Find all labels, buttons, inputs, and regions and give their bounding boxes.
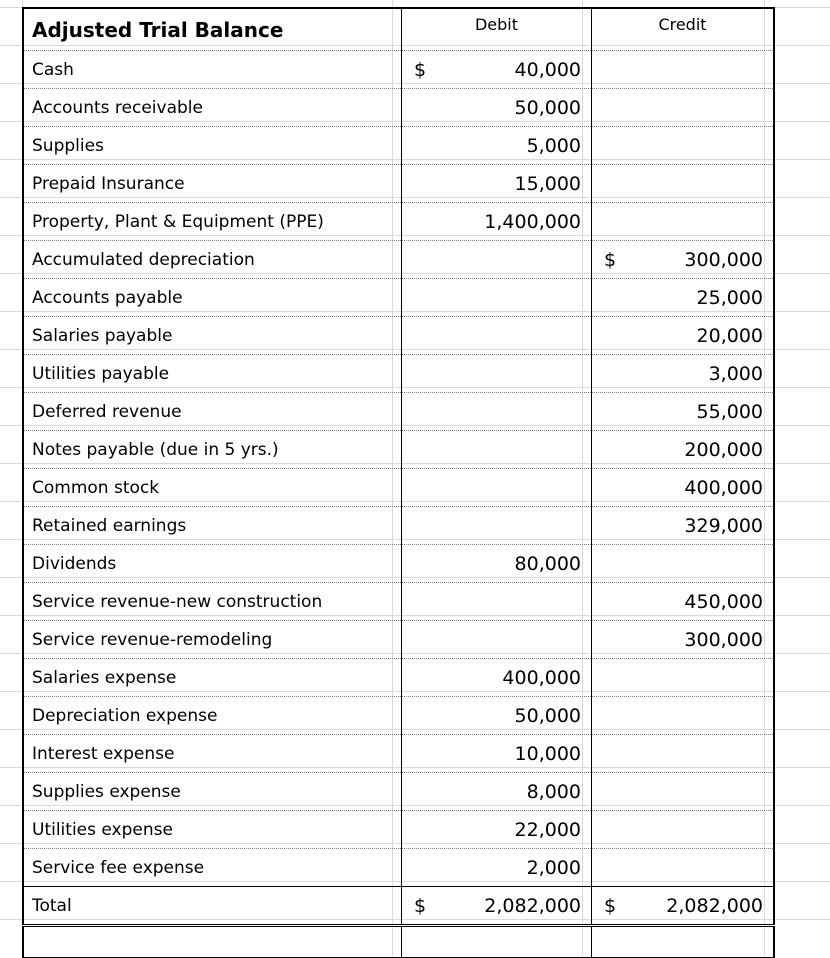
total-debit-cell[interactable] bbox=[402, 887, 592, 926]
amount: 450,000 bbox=[684, 590, 763, 613]
currency-symbol: $ bbox=[604, 894, 617, 917]
currency-symbol: $ bbox=[604, 248, 617, 271]
debit-cell[interactable] bbox=[402, 659, 592, 697]
credit-cell[interactable] bbox=[592, 507, 775, 545]
credit-cell[interactable] bbox=[592, 735, 775, 773]
credit-cell[interactable] bbox=[592, 203, 775, 241]
credit-cell[interactable] bbox=[592, 697, 775, 735]
amount: 55,000 bbox=[696, 400, 763, 423]
debit-cell[interactable] bbox=[402, 393, 592, 431]
amount: 15,000 bbox=[514, 172, 581, 195]
account-name-cell[interactable]: Dividends bbox=[23, 545, 402, 583]
amount: 50,000 bbox=[514, 704, 581, 727]
credit-cell[interactable] bbox=[592, 127, 775, 165]
credit-cell[interactable] bbox=[592, 355, 775, 393]
credit-cell[interactable] bbox=[592, 165, 775, 203]
debit-cell[interactable] bbox=[402, 697, 592, 735]
debit-cell[interactable] bbox=[402, 127, 592, 165]
debit-cell[interactable] bbox=[402, 849, 592, 887]
credit-cell[interactable] bbox=[592, 89, 775, 127]
account-name-cell[interactable]: Retained earnings bbox=[23, 507, 402, 545]
account-name-cell[interactable]: Depreciation expense bbox=[23, 697, 402, 735]
debit-cell[interactable] bbox=[402, 203, 592, 241]
table-row bbox=[23, 431, 774, 469]
debit-cell[interactable] bbox=[402, 317, 592, 355]
credit-cell[interactable] bbox=[592, 621, 775, 659]
debit-cell[interactable] bbox=[402, 51, 592, 89]
table-title[interactable]: Adjusted Trial Balance bbox=[23, 8, 402, 51]
amount: 2,082,000 bbox=[666, 894, 763, 917]
table-row bbox=[23, 697, 774, 735]
credit-cell[interactable] bbox=[592, 279, 775, 317]
table-row bbox=[23, 89, 774, 127]
debit-cell[interactable] bbox=[402, 545, 592, 583]
header-row bbox=[23, 8, 774, 51]
credit-cell[interactable] bbox=[592, 317, 775, 355]
trial-balance-table bbox=[22, 7, 775, 958]
table-row bbox=[23, 545, 774, 583]
account-name-cell[interactable]: Notes payable (due in 5 yrs.) bbox=[23, 431, 402, 469]
amount: 10,000 bbox=[514, 742, 581, 765]
account-name-cell[interactable]: Common stock bbox=[23, 469, 402, 507]
account-name-cell[interactable]: Utilities expense bbox=[23, 811, 402, 849]
account-name-cell[interactable]: Accumulated depreciation bbox=[23, 241, 402, 279]
table-row bbox=[23, 659, 774, 697]
table-row bbox=[23, 279, 774, 317]
account-name-cell[interactable]: Service fee expense bbox=[23, 849, 402, 887]
account-name-cell[interactable]: Accounts receivable bbox=[23, 89, 402, 127]
credit-cell[interactable] bbox=[592, 241, 775, 279]
amount: 8,000 bbox=[526, 780, 581, 803]
credit-cell[interactable] bbox=[592, 545, 775, 583]
amount: 2,000 bbox=[526, 856, 581, 879]
total-credit-cell[interactable] bbox=[592, 887, 775, 926]
amount: 3,000 bbox=[708, 362, 763, 385]
table-row bbox=[23, 621, 774, 659]
debit-cell[interactable] bbox=[402, 355, 592, 393]
empty-row bbox=[23, 926, 774, 958]
amount: 400,000 bbox=[502, 666, 581, 689]
credit-cell[interactable] bbox=[592, 849, 775, 887]
debit-cell[interactable] bbox=[402, 165, 592, 203]
debit-cell[interactable] bbox=[402, 507, 592, 545]
debit-cell[interactable] bbox=[402, 621, 592, 659]
amount: 1,400,000 bbox=[484, 210, 581, 233]
table-row bbox=[23, 849, 774, 887]
table-row bbox=[23, 203, 774, 241]
amount: 400,000 bbox=[684, 476, 763, 499]
table-row bbox=[23, 735, 774, 773]
credit-cell[interactable] bbox=[592, 659, 775, 697]
account-name-cell[interactable]: Supplies expense bbox=[23, 773, 402, 811]
debit-cell[interactable] bbox=[402, 431, 592, 469]
credit-cell[interactable] bbox=[592, 773, 775, 811]
account-name-cell[interactable]: Accounts payable bbox=[23, 279, 402, 317]
account-name-cell[interactable]: Utilities payable bbox=[23, 355, 402, 393]
credit-cell[interactable] bbox=[592, 469, 775, 507]
debit-cell[interactable] bbox=[402, 811, 592, 849]
amount: 5,000 bbox=[526, 134, 581, 157]
table-row bbox=[23, 165, 774, 203]
account-name-cell[interactable]: Deferred revenue bbox=[23, 393, 402, 431]
debit-header[interactable]: Debit bbox=[402, 8, 592, 51]
account-name-cell[interactable]: Salaries expense bbox=[23, 659, 402, 697]
amount: 329,000 bbox=[684, 514, 763, 537]
table-row bbox=[23, 773, 774, 811]
table-row bbox=[23, 317, 774, 355]
account-name-cell[interactable]: Supplies bbox=[23, 127, 402, 165]
debit-cell[interactable] bbox=[402, 279, 592, 317]
credit-cell[interactable] bbox=[592, 431, 775, 469]
currency-symbol: $ bbox=[414, 58, 427, 81]
empty-cell[interactable] bbox=[23, 926, 402, 958]
amount: 40,000 bbox=[514, 58, 581, 81]
amount: 80,000 bbox=[514, 552, 581, 575]
debit-cell[interactable] bbox=[402, 469, 592, 507]
empty-cell[interactable] bbox=[592, 926, 775, 958]
credit-header[interactable]: Credit bbox=[592, 8, 775, 51]
account-name-cell[interactable]: Service revenue-new construction bbox=[23, 583, 402, 621]
account-name-cell[interactable]: Cash bbox=[23, 51, 402, 89]
table-row bbox=[23, 393, 774, 431]
debit-cell[interactable] bbox=[402, 773, 592, 811]
account-name-cell[interactable]: Interest expense bbox=[23, 735, 402, 773]
credit-cell[interactable] bbox=[592, 583, 775, 621]
amount: 20,000 bbox=[696, 324, 763, 347]
table-row bbox=[23, 355, 774, 393]
credit-cell[interactable] bbox=[592, 811, 775, 849]
account-name-cell[interactable]: Salaries payable bbox=[23, 317, 402, 355]
table-row bbox=[23, 51, 774, 89]
amount: 300,000 bbox=[684, 628, 763, 651]
amount: 22,000 bbox=[514, 818, 581, 841]
amount: 200,000 bbox=[684, 438, 763, 461]
account-name-cell[interactable]: Property, Plant & Equipment (PPE) bbox=[23, 203, 402, 241]
debit-cell[interactable] bbox=[402, 735, 592, 773]
total-label[interactable]: Total bbox=[23, 887, 402, 926]
table-row bbox=[23, 127, 774, 165]
currency-symbol: $ bbox=[414, 894, 427, 917]
amount: 2,082,000 bbox=[484, 894, 581, 917]
table-row bbox=[23, 583, 774, 621]
credit-cell[interactable] bbox=[592, 393, 775, 431]
account-name-cell[interactable]: Prepaid Insurance bbox=[23, 165, 402, 203]
debit-cell[interactable] bbox=[402, 241, 592, 279]
table-row bbox=[23, 507, 774, 545]
credit-cell[interactable] bbox=[592, 51, 775, 89]
debit-cell[interactable] bbox=[402, 89, 592, 127]
table-row bbox=[23, 241, 774, 279]
amount: 300,000 bbox=[684, 248, 763, 271]
debit-cell[interactable] bbox=[402, 583, 592, 621]
account-name-cell[interactable]: Service revenue-remodeling bbox=[23, 621, 402, 659]
table-row bbox=[23, 469, 774, 507]
table-row bbox=[23, 811, 774, 849]
amount: 25,000 bbox=[696, 286, 763, 309]
amount: 50,000 bbox=[514, 96, 581, 119]
total-row bbox=[23, 887, 774, 926]
empty-cell[interactable] bbox=[402, 926, 592, 958]
